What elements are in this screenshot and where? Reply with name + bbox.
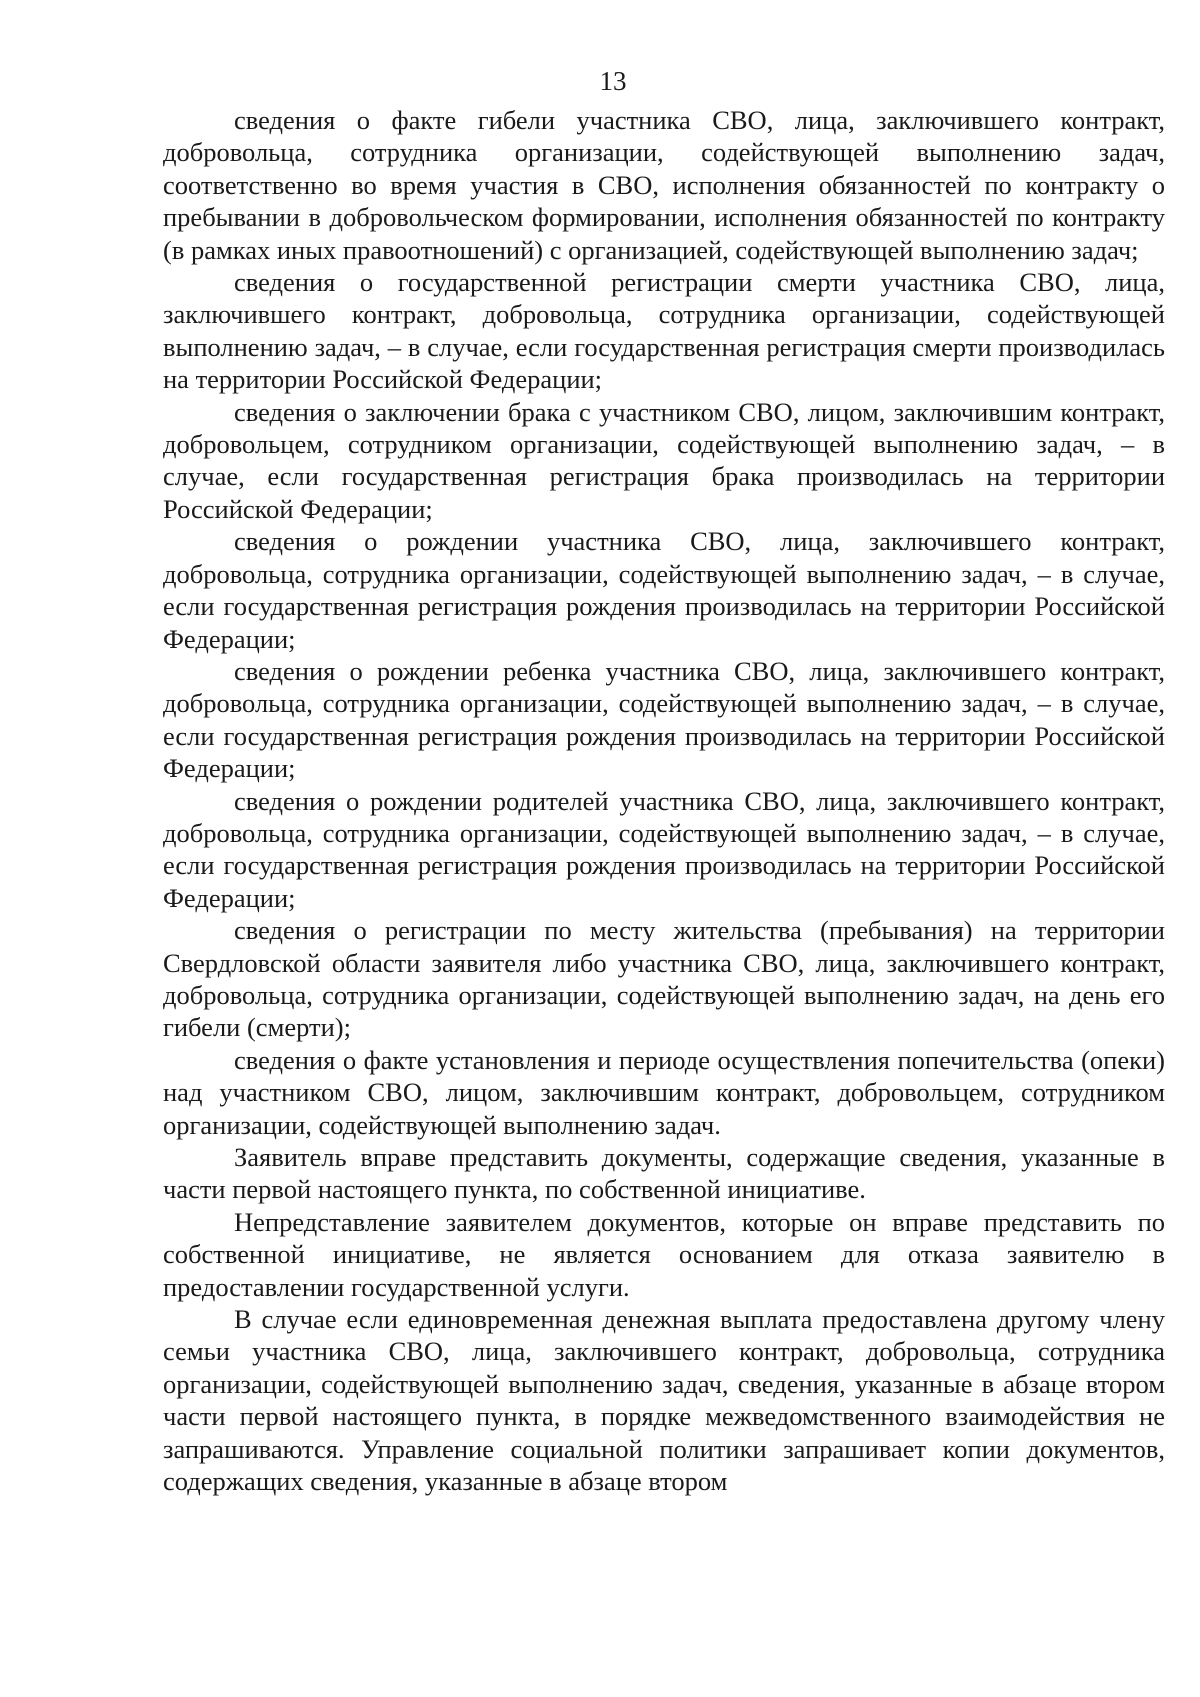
paragraph-other-family-member: В случае если единовременная денежная выплата предоставлена другому члену семьи участника СВО, лица, заключившего контракт, добровольца, сотрудника организации, содействующей выполнению задач, сведения, указанные в абзаце втором части первой настоящего пункта, в порядке межведомственного взаимодействия не запрашиваются. Управление социальной политики запрашивает копии документов, содержащих сведения, указанные в абзаце втором (163, 1304, 1165, 1497)
page-number: 13 (599, 66, 627, 96)
paragraph-guardianship: сведения о факте установления и периоде осуществления попечительства (опеки) над участником СВО, лицом, заключившим контракт, добровольцем, сотрудником организации, содействующей выполнению задач. (163, 1044, 1165, 1140)
paragraph-birth-child: сведения о рождении ребенка участника СВО, лица, заключившего контракт, добровольца, сотрудника организации, содействующей выполнению задач, – в случае, если государственная регистрация рождения производилась на территории Российской Федерации; (163, 655, 1165, 784)
paragraph-birth-participant: сведения о рождении участника СВО, лица, заключившего контракт, добровольца, сотрудника организации, содействующей выполнению задач, – в случае, если государственная регистрация рождения производилась на территории Российской Федерации; (163, 526, 1165, 654)
paragraph-marriage: сведения о заключении брака с участником СВО, лицом, заключившим контракт, добровольцем, сотрудником организации, содействующей выполнению задач, – в случае, если государственная регистрация брака производилась на территории Российской Федерации; (163, 396, 1165, 524)
paragraph-non-submission: Непредставление заявителем документов, которые он вправе представить по собственной инициативе, не является основанием для отказа заявителю в предоставлении государственной услуги. (163, 1206, 1165, 1302)
paragraph-own-initiative: Заявитель вправе представить документы, содержащие сведения, указанные в части первой настоящего пункта, по собственной инициативе. (163, 1142, 1165, 1205)
paragraph-residence-registration: сведения о регистрации по месту жительства (пребывания) на территории Свердловской области заявителя либо участника СВО, лица, заключившего контракт, добровольца, сотрудника организации, содействующей выполнению задач, на день его гибели (смерти); (163, 915, 1165, 1043)
paragraph-death-registration: сведения о государственной регистрации смерти участника СВО, лица, заключившего контракт, добровольца, сотрудника организации, содействующей выполнению задач, – в случае, если государственная регистрация смерти производилась на территории Российской Федерации; (163, 267, 1165, 395)
document-body (163, 104, 1165, 1497)
paragraph-death-fact: сведения о факте гибели участника СВО, лица, заключившего контракт, добровольца, сотрудника организации, содействующей выполнению задач, соответственно во время участия в СВО, исполнения обязанностей по контракту о пребывании в добровольческом формировании, исполнения обязанностей по контракту (в рамках иных правоотношений) с организацией, содействующей выполнению задач; (163, 105, 1165, 265)
paragraph-birth-parents: сведения о рождении родителей участника СВО, лица, заключившего контракт, добровольца, сотрудника организации, содействующей выполнению задач, – в случае, если государственная регистрация рождения производилась на территории Российской Федерации; (163, 785, 1165, 913)
